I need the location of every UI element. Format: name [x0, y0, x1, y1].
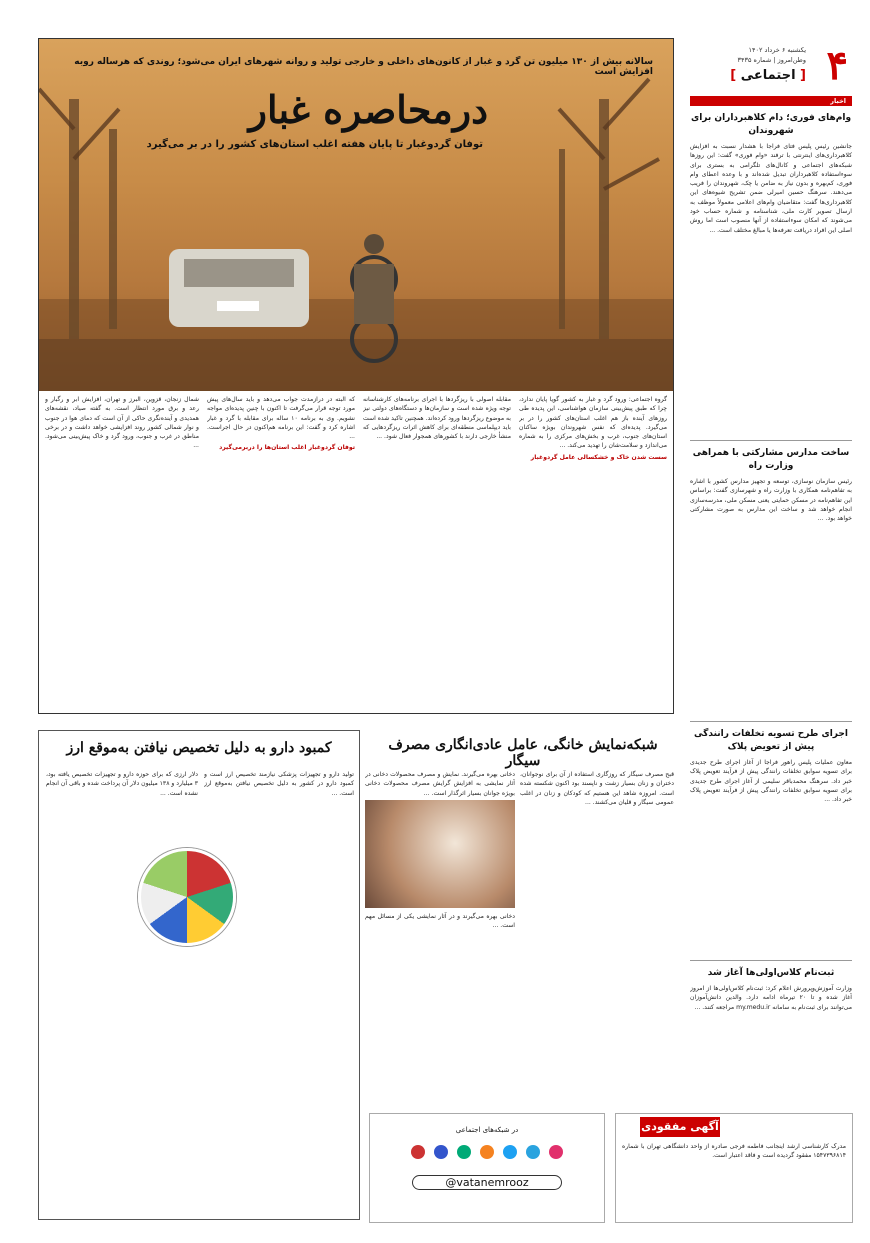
rubika-icon[interactable] — [411, 1145, 425, 1159]
social-handle[interactable]: @vatanemrooz — [412, 1175, 562, 1190]
section-title: [ اجتماعی ] — [730, 68, 806, 83]
feature-column: شمال زنجان، قزوین، البرز و تهران، افزایش ابر و رگبار و رعد و برق مورد انتظار است. به گفته صیاد، نقشه‌های همدیدی و آینده‌نگری حاکی از آن است که دمای هوا در جنوب و نوار شمالی کشور روند افزایشی خواهد داشت و در برخی مناطق در غرب و جنوب، ورود گرد و خاک پیش‌بینی می‌شود. ... — [45, 396, 199, 450]
story-kicker: سالانه بیش از ۱۳۰ میلیون تن گرد و غبار از کانون‌های داخلی و خارجی تولید و روانه شهرهای ایران می‌شود؛ روندی که هرساله روبه افزایش است — [74, 57, 653, 77]
story-body: رئیس سازمان نوسازی، توسعه و تجهیز مدارس کشور با اشاره به تفاهم‌نامه همکاری با وزارت راه و شهرسازی گفت: براساس این تفاهم‌نامه در مسکن حمایتی یعنی مسکن ملی، مدرسه‌سازی انجام خواهد شد و ساخت این مدارس به صورت مشارکتی خواهد بود. ... — [690, 478, 852, 523]
eitaa-icon[interactable] — [457, 1145, 471, 1159]
bale-icon[interactable] — [434, 1145, 448, 1159]
story-title: ثبت‌نام کلاس‌اولی‌ها آغاز شد — [707, 968, 835, 978]
story-body: دخانی بهره می‌گیرند و در آثار نمایشی یکی از مسائل مهم است. ... — [365, 913, 515, 930]
twitter-icon[interactable] — [503, 1145, 517, 1159]
feature-column — [207, 395, 355, 709]
social-media-box — [369, 1113, 605, 1223]
subheading: سست شدن خاک و خشکسالی عامل گردوغبار — [530, 453, 667, 461]
feature-column — [519, 395, 667, 709]
news-bar: اخبار — [690, 96, 852, 106]
soroush-icon[interactable] — [480, 1145, 494, 1159]
story-deck: توفان گردوغبار تا پایان هفته اغلب استان‌های کشور را در بر می‌گیرد — [146, 139, 483, 150]
story-body: جانشین رئیس پلیس فتای فراجا با هشدار نسبت به افزایش کلاهبرداری‌های اینترنتی با ترفند «وام فوری» گفت: این روزها شبکه‌های اجتماعی و کانال‌های تلگرامی به بستری برای سوءاستفاده کلاهبرداران تبدیل شده‌اند و با وعده اعطای وام فوری، کم‌بهره و بدون نیاز به ضامن یا چک، شهروندان را فریب می‌دهند. سرهنگ حسین امیرلی ضمن تشریح شیوه‌های این کلاهبرداری‌ها گفت: متقاضیان وام‌های اعلامی معمولاً موظف به ارسال تصویر کارت ملی، شناسنامه و شماره حساب خود می‌شوند که امکان سوءاستفاده از آنها منصوب است اما روش اصلی این افراد دریافت تعرفه‌ها یا مبالغ مختلف است. ... — [690, 143, 852, 234]
issue-number: وطن‌امروز | شماره ۳۴۳۵ — [737, 56, 806, 64]
paragraph: که البته در درازمدت جواب می‌دهد و باید سال‌های پیش مورد توجه قرار می‌گرفت تا اکنون با چنین پدیده‌ای مواجه نشویم. وی به برنامه ۱۰ ساله برای مقابله با گرد و غبار اشاره کرد و گفت: این برنامه هم‌اکنون در حال اجراست. ... — [207, 396, 355, 441]
story-title: شبکه‌نمایش خانگی، عامل عادی‌انگاری مصرف سیگار — [388, 737, 658, 769]
story-title: اجرای طرح تسویه تخلفات رانندگی پیش از تعویض پلاک — [694, 729, 848, 752]
main-headline: درمحاصره غبار — [248, 87, 488, 132]
publish-date: یکشنبه ۶ خرداد ۱۴۰۲ — [748, 46, 806, 54]
story-body: معاون عملیات پلیس راهور فراجا از آغاز اجرای طرح جدیدی برای تسویه سوابق تخلفات رانندگی پیش از فرآیند تعویض پلاک خبر داد. سرهنگ محمدباقر سلیمی از آغاز اجرای طرح جدیدی برای تسویه سوابق تخلفات رانندگی پیش از فرآیند تعویض پلاک خبر داد. ... — [690, 759, 852, 804]
story-body: قبح مصرف سیگار که روزگاری استفاده از آن برای نوجوانان، دختران و زنان بسیار زشت و ناپسند بود اکنون شکسته شده است. امروزه شاهد این هستیم که کودکان و زنان در اغلب عمومی سیگار و قلیان می‌کشند. ... — [520, 771, 674, 806]
feature-column: مقابله اصولی با ریزگردها با اجرای برنامه‌های کارشناسانه توجه ویژه شده است و سازمان‌ها و دستگاه‌های دولتی نیز به موضوع ریزگردها ورود کرده‌اند. همچنین تاکید شده است باید دیپلماسی منطقه‌ای برای کاهش اثرات ریزگردهایی که منشأ خارجی دارند با کشورهای همجوار فعال شود. ... — [363, 396, 511, 441]
story-body: وزارت آموزش‌وپرورش اعلام کرد: ثبت‌نام کلاس‌اولی‌ها از امروز آغاز شده و تا ۲۰ تیرماه ادامه دارد. والدین دانش‌آموزان می‌توانند برای ثبت‌نام به سامانه my.medu.ir مراجعه کنند. ... — [690, 985, 852, 1011]
story-title: کمبود دارو به دلیل تخصیص نیافتن به‌موقع ارز — [66, 740, 332, 756]
story-title: ساخت مدارس مشارکتی با همراهی وزارت راه — [692, 448, 850, 471]
feature-story — [38, 38, 674, 714]
story-body: دخانی بهره می‌گیرند. نمایش و مصرف محصولات دخانی در آثار نمایشی به افزایش گرایش مصرف محصولات دخانی بویژه جوانان بسیار اثرگذار است. ... — [365, 771, 515, 797]
telegram-icon[interactable] — [526, 1145, 540, 1159]
instagram-icon[interactable] — [549, 1145, 563, 1159]
ad-title: آگهی مفقودی — [640, 1117, 720, 1137]
ad-body: مدرک کارشناسی ارشد اینجانب فاطمه فرجی صادره از واحد دانشگاهی تهران با شماره ۱۵۴۷۳۹۶۸۱۴ مفقود گردیده است و فاقد اعتبار است. — [622, 1143, 846, 1160]
story-body: دلار ارزی که برای حوزه دارو و تجهیزات تخصیص یافته بود، ۳ میلیارد و ۱۳۸ میلیون دلار آن پرداخت شده و باقی آن انجام نشده است. ... — [46, 771, 198, 797]
subheading: توفان گردوغبار اغلب استان‌ها را دربرمی‌گیرد — [219, 444, 355, 452]
page-number: ۴ — [826, 42, 848, 89]
right-column — [690, 96, 852, 1076]
social-label: در شبکه‌های اجتماعی — [455, 1126, 519, 1134]
paragraph: گروه اجتماعی: ورود گرد و غبار به کشور گویا پایان ندارد، چرا که طبق پیش‌بینی سازمان هواشناسی، این پدیده طی روزهای آینده باز هم اغلب استان‌های کشور را در بر می‌گیرد. پدیده‌ای که نفس شهروندان بویژه ساکنان استان‌های جنوب، غرب و بخش‌های مرکزی را به شماره می‌اندازد و سلامت‌شان را تهدید می‌کند. ... — [519, 396, 667, 450]
pills-photo — [138, 848, 236, 946]
social-icons — [370, 1144, 604, 1163]
story-title: وام‌های فوری؛ دام کلاهبرداران برای شهروندان — [690, 113, 852, 136]
masthead — [690, 44, 852, 94]
cigarette-photo — [365, 800, 515, 908]
story-body: تولید دارو و تجهیزات پزشکی نیازمند تخصیص ارز است و کمبود دارو در کشور به دلیل تخصیص نیافتن به‌موقع ارز است. ... — [204, 771, 354, 797]
